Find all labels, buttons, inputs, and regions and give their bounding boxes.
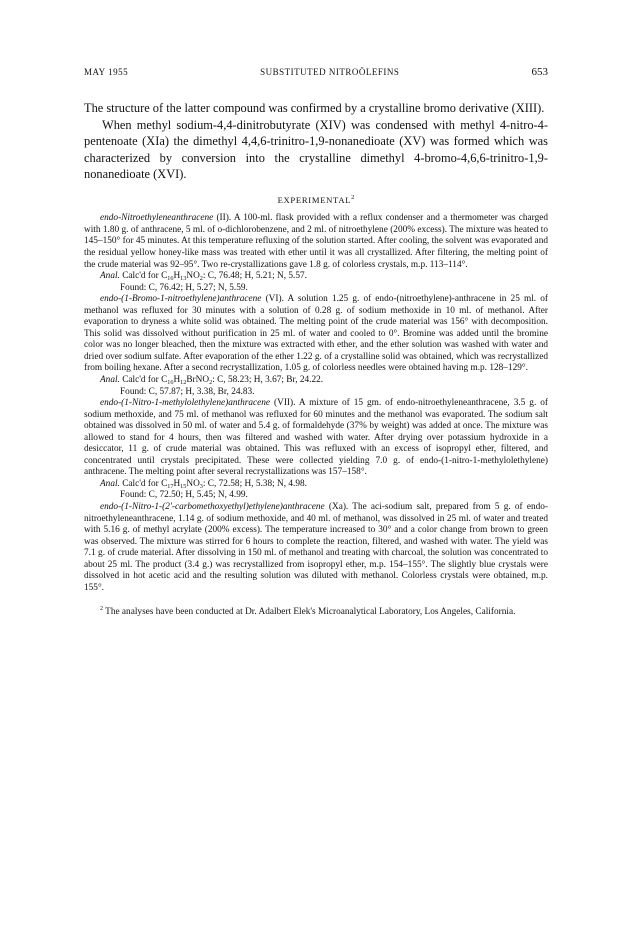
analysis-values: : C, 76.48; H, 5.21; N, 5.57. <box>202 271 307 282</box>
running-head-date: MAY 1955 <box>84 67 129 77</box>
formula-subscript: 17 <box>167 482 174 490</box>
formula-subscript: 2 <box>199 275 203 283</box>
footnote-body: The analyses have been conducted at Dr. Adalbert Elek's Microanalytical Laboratory, Los Angeles, California. <box>103 607 516 618</box>
procedure-paragraph <box>84 294 548 375</box>
section-title: EXPERIMENTAL <box>277 194 352 205</box>
compound-name: endo-(1-Nitro-1-(2'-carbomethoxyethyl)ethylene)anthracene <box>100 502 325 513</box>
formula-subscript: 12 <box>180 379 187 387</box>
running-head-title: SUBSTITUTED NITROÖLEFINS <box>260 67 400 77</box>
formula-subscript: 3 <box>199 482 203 490</box>
formula-part: NO <box>186 271 200 282</box>
analysis-label: Anal. <box>100 375 120 386</box>
compound-label: (Xa). <box>324 502 349 513</box>
compound-name: endo-(1-Nitro-1-methylolethylene)anthracene <box>100 398 271 409</box>
compound-label: (VI). <box>261 294 284 305</box>
analysis-found: Found: C, 76.42; H, 5.27; N, 5.59. <box>120 282 248 293</box>
experimental-section <box>84 213 548 594</box>
section-footnote-mark: 2 <box>351 193 355 201</box>
analysis-calculated <box>84 375 548 387</box>
section-heading <box>84 194 548 205</box>
formula-part: BrNO <box>186 375 210 386</box>
analysis-calculated <box>84 271 548 283</box>
procedure-text: A 100-ml. flask provided with a reflux condenser and a thermometer was charged with 1.80 g. of anthracene, 5 ml. of o-dichlorobenzene, and 2 ml. of nitroethylene (200% excess). The mixture was heated to 145–150° for 45 minutes. At this temperature refluxing of the solution started. After cooling, the solvent was evaporated and the residual yellow honey-like mass was treated with ether until it was all crystallized. After filtering, the melting point of the crude material was 92–95°. Two re-crystallizations gave 1.8 g. of colorless crystals, m.p. 113–114°. <box>84 213 548 270</box>
formula-subscript: 13 <box>180 275 187 283</box>
formula-part: H <box>173 271 181 282</box>
journal-page <box>84 66 548 619</box>
analysis-values: : C, 58.23; H, 3.67; Br, 24.22. <box>212 375 324 386</box>
formula-part: Calc'd for C <box>119 478 168 489</box>
formula-subscript: 2 <box>209 379 213 387</box>
procedure-text: A solution 1.25 g. of endo-(nitroethylene)-anthracene in 25 ml. of methanol was refluxed for 30 minutes with a solution of 0.28 g. of sodium methoxide in 10 ml. of methanol. After evaporation to dryness a white solid was obtained. The melting point of the crude material was 156° with decomposition. This solid was dissolved without purification in 25 ml. of water and cooled to 0°. Bromine was added until the bromine color was no longer bleached, then the mixture was extracted with ether, and the ether solution was washed with water and dried over sodium sulfate. After evaporation of the ether 1.22 g. of a crystalline solid was obtained, which was recrystallized from boiling hexane. After a second recrystallization, 1.05 g. of colorless needles were obtained having m.p. 128–129°. <box>84 294 548 374</box>
procedure-text: A mixture of 15 gm. of endo-nitroethyleneanthracene, 3.5 g. of sodium methoxide, and 75 ml. of methanol was refluxed for 60 minutes and the methanol was evaporated. The sodium salt obtained was dissolved in 50 ml. of water and 5.4 g. of formaldehyde (37% by weight) was added at once. The mixture was allowed to stand for 4 hours, then was filtered and washed with water. After drying over potassium hydroxide in a desiccator, 11 g. of crude material was obtained. This was refluxed with an excess of isopropyl ether, filtered, and concentrated until crystals precipitated. These were collected yielding 7.0 g. of endo-(1-nitro-1-methylolethylene) anthracene. The melting point after several recrystallizations was 157–158°. <box>84 398 548 478</box>
procedure-paragraph <box>84 398 548 479</box>
footnote-text <box>84 604 548 619</box>
page-number: 653 <box>531 66 548 78</box>
intro-paragraph-1: The structure of the latter compound was confirmed by a crystalline bromo derivative (XIII). <box>84 101 545 115</box>
procedure-text: The aci-sodium salt, prepared from 5 g. of endo-nitroethyleneanthracene, 1.14 g. of sodium methoxide, and 40 ml. of methanol, was dissolved in 25 ml. of water and treated with 5.16 g. of methyl acrylate (200% excess). The temperature increased to 30° and a color change from brown to green was observed. The mixture was stirred for 6 hours to complete the reaction, filtered, and washed with water. The yield was 7.1 g. of crude material. After dissolving in 150 ml. of methanol and treating with charcoal, the solution was concentrated to about 25 ml. The product (3.4 g.) was recrystallized from isopropyl ether, m.p. 154–155°. The slightly blue crystals were dissolved in hot acetic acid and the resulting solution was diluted with methanol. Colorless crystals were obtained, m.p. 155°. <box>84 502 548 593</box>
intro-paragraph-2: When methyl sodium-4,4-dinitrobutyrate (XIV) was condensed with methyl 4-nitro-4-pentenoate (XIa) the dimethyl 4,4,6-trinitro-1,9-nonanedioate (XV) was formed which was characterized by conversion into the crystalline dimethyl 4-bromo-4,6,6-trinitro-1,9-nonanedioate (XVI). <box>84 117 548 181</box>
analysis-found: Found: C, 72.50; H, 5.45; N, 4.99. <box>120 490 248 501</box>
formula-part: Calc'd for C <box>119 271 168 282</box>
compound-label: (II). <box>213 213 232 224</box>
compound-name: endo-(1-Bromo-1-nitroethylene)anthracene <box>100 294 262 305</box>
formula-part: Calc'd for C <box>119 375 168 386</box>
analysis-calculated <box>84 479 548 491</box>
compound-name: endo-Nitroethyleneanthracene <box>100 213 214 224</box>
procedure-paragraph <box>84 213 548 271</box>
footnote <box>84 604 548 619</box>
formula-subscript: 16 <box>167 275 174 283</box>
formula-subscript: 16 <box>167 379 174 387</box>
compound-label: (VII). <box>270 398 296 409</box>
analysis-label: Anal. <box>100 271 120 282</box>
formula-part: H <box>173 375 181 386</box>
intro-text <box>84 100 548 183</box>
footnote-mark: 2 <box>100 606 103 613</box>
formula-part: NO <box>186 478 200 489</box>
analysis-found: Found: C, 57.87; H, 3.38, Br, 24.83. <box>120 386 255 397</box>
formula-subscript: 15 <box>180 482 187 490</box>
running-head <box>84 66 548 80</box>
formula-part: H <box>173 478 181 489</box>
procedure-paragraph <box>84 502 548 594</box>
analysis-label: Anal. <box>100 478 120 489</box>
analysis-values: : C, 72.58; H, 5.38; N, 4.98. <box>202 478 307 489</box>
